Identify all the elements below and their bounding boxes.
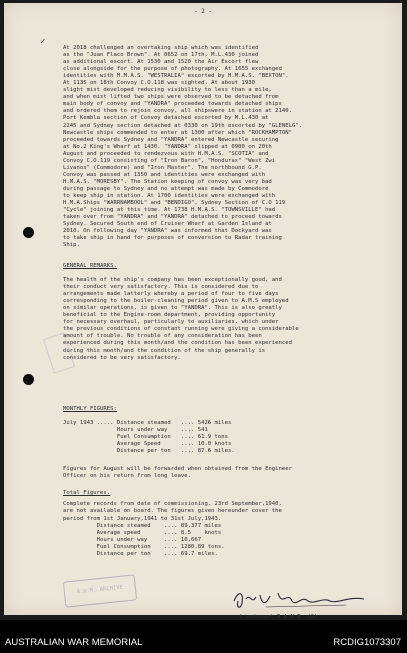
narrative-line: At 1135 on 18th Convoy C.O.118 was sighted. At about 1930 bbox=[63, 80, 255, 87]
total-intro-line: Complete records from date of commissioning, 23rd September,1940, bbox=[63, 501, 282, 508]
narrative-line: close alongside for the purpose of photography. At 1655 exchanged bbox=[63, 66, 282, 73]
total-intro-line: are not available on board. The figures given hereunder cover the bbox=[63, 508, 282, 515]
total-figure-line: Fuel Consumption .... 1280.89 tons. bbox=[63, 543, 225, 550]
narrative-line: to take ship in hand for purposes of conversion to Radar training bbox=[63, 235, 282, 242]
narrative-line: H.M.A.S. "MORESBY". The Station keeping of convoy was very bad bbox=[63, 178, 272, 185]
total-figure-line: Hours under way .... 10,667 bbox=[63, 536, 202, 543]
monthly-figure-line: July 1943 ..... Distance steamed .... 5426 miles bbox=[63, 420, 232, 427]
monthly-figure-line: Average Speed .... 10.0 knots bbox=[63, 441, 232, 448]
footer-institution: AUSTRALIAN WAR MEMORIAL bbox=[5, 637, 143, 648]
total-intro-line: period from 1st January,1941 to 31st July,1943. bbox=[63, 515, 222, 522]
narrative-line: as the "Juan Flaco Brown". At 0652 on 17th, M.L.430 joined bbox=[63, 52, 259, 59]
handwritten-signature bbox=[226, 587, 376, 611]
narrative-line: Port Kembla section of Convoy detached escorted by M.L.430 at bbox=[63, 115, 269, 122]
remarks-line: on similar operations, is given to "YANDRA". This is also greatly bbox=[63, 305, 282, 312]
narrative-line: August and proceeded to rendezvous with H.M.A.S. "SCOTIA" and bbox=[63, 150, 269, 157]
remarks-line: the previous conditions of constant running were giving a considerable bbox=[63, 326, 299, 333]
narrative-line: and when mist lifted two ships were observed to be detached from bbox=[63, 94, 279, 101]
total-figure-line: Distance steamed .... 89,377 miles bbox=[63, 522, 222, 529]
remarks-line: experienced during this month/and the condition has been experienced bbox=[63, 340, 293, 347]
narrative-line: Convoy C.O.119 consisting of "Iron Baron", "Honduras" "West Zwi bbox=[63, 157, 276, 164]
narrative-line: as additional escort. At 1530 and 1520 the Air Escort flew bbox=[63, 59, 259, 66]
narrative-line: slight mist developed reducing visibility to less than a mile, bbox=[63, 87, 272, 94]
total-figures-heading: Total Figures. bbox=[63, 490, 111, 497]
total-figure-line: Distance per ton .... 69.7 miles. bbox=[63, 550, 218, 557]
narrative-line: Sydney. Secured South end of Cruiser Wharf at Garden Island at bbox=[63, 221, 272, 228]
narrative-line: Newcastle ships commended to enter at 1300 after which "ROCKHAMPTON" bbox=[63, 129, 293, 136]
general-remarks-section bbox=[63, 263, 398, 362]
page-number: - 2 - bbox=[193, 8, 213, 15]
remarks-line: during this month/and the condition of the ship generally is bbox=[63, 347, 266, 354]
footer-record-id: RCDIG1073307 bbox=[333, 637, 401, 648]
punch-hole-bottom bbox=[23, 374, 34, 385]
monthly-figure-line: Distance per ton .... 87.6 miles. bbox=[63, 448, 235, 455]
monthly-figures-section bbox=[63, 406, 398, 558]
document-page bbox=[4, 3, 402, 620]
total-figure-line: Average speed .... 8.5 knots bbox=[63, 529, 222, 536]
narrative-line: Ship. bbox=[63, 242, 80, 249]
narrative-line: Livanos" (Commodore) and "Iron Master". The northbound G.P. bbox=[63, 164, 262, 171]
monthly-figures-heading: MONTHLY FIGURES: bbox=[63, 406, 117, 412]
narrative-line: At 2018 challenged an overtaking ship which was identified bbox=[63, 45, 259, 51]
remarks-line: beneficial to the Engine-room department, providing opportunity bbox=[63, 312, 276, 319]
narrative-line: to keep ship in station. At 1700 identities were exchanged with bbox=[63, 192, 276, 199]
archive-stamp: A.W.M. ARCHIVE bbox=[63, 574, 137, 607]
signature-line: Lieutenant R.A.N.R. (S) bbox=[240, 614, 318, 620]
narrative-line: 2010. On following day "YANDRA" was informed that Dockyard was bbox=[63, 228, 272, 235]
remarks-line: arrangements made latterly whereby a period of four to five days bbox=[63, 291, 279, 298]
narrative-line: taken over from "YANDRA" and "YANDRA" detached to proceed towards bbox=[63, 214, 282, 221]
narrative-line: at No.2 King's Wharf at 1430. "YANDRA" slipped at 0900 on 20th bbox=[63, 143, 272, 150]
remarks-line: corresponding to the boiler-cleaning period given to A.M.S employed bbox=[63, 298, 289, 305]
punch-hole-top bbox=[23, 227, 34, 238]
august-note-line: Figures for August will be forwarded when obtained from the Engineer bbox=[63, 466, 293, 473]
narrative-line: 2245 and Sydney section detached at 0330 on 19th escorted by "GLENELG". bbox=[63, 122, 303, 129]
narrative-line: main body of convoy and "YANDRA" proceeded towards detached ships bbox=[63, 101, 282, 108]
remarks-line: their conduct very satisfactory. This is considered due to bbox=[63, 284, 259, 291]
remarks-line: The health of the ship's company has been exceptionally good, and bbox=[63, 277, 282, 284]
remarks-line: for necessary overhaul, particularly to auxiliaries, which under bbox=[63, 319, 279, 326]
narrative-line: and ordered them to rejoin convoy, all shipswere in station at 2140. bbox=[63, 108, 293, 115]
august-note-line: Officer on his return from long leave. bbox=[63, 473, 191, 480]
narrative-line: Convoy was passed at 1350 and identities were exchanged with bbox=[63, 171, 266, 178]
narrative-line: "Cycle" joining at this time. At 1738 H.M.A.S. "TOWNSVILLE" had bbox=[63, 207, 276, 214]
margin-tick-mark: ✓ bbox=[40, 37, 46, 47]
narrative-line: identities with H.M.A.S. "WESTRALIA" escorted by H.M.A.S. "BEXTON". bbox=[63, 73, 289, 80]
narrative-line: during passage to Sydney and no attempt was made by Commodore bbox=[63, 185, 269, 192]
narrative-line: proceeded towards Sydney and "YANDRA" entered Newcastle securing bbox=[63, 136, 279, 143]
archive-footer-bar bbox=[0, 620, 407, 653]
general-remarks-heading: GENERAL REMARKS. bbox=[63, 263, 117, 269]
monthly-figure-line: Hours under way .... 541 bbox=[63, 427, 208, 434]
remarks-line: considered to be very satisfactory. bbox=[63, 354, 181, 361]
monthly-figure-line: Fuel Consumption .... 61.9 tons bbox=[63, 434, 229, 441]
remarks-line: amount of trouble. No trouble of any consideration has been bbox=[63, 333, 262, 340]
narrative-line: H.M.A.Ships "WARRNAMBOOL" and "BENDIGO", Sydney Section of C.O 119 bbox=[63, 200, 286, 207]
narrative-paragraph bbox=[63, 45, 398, 249]
